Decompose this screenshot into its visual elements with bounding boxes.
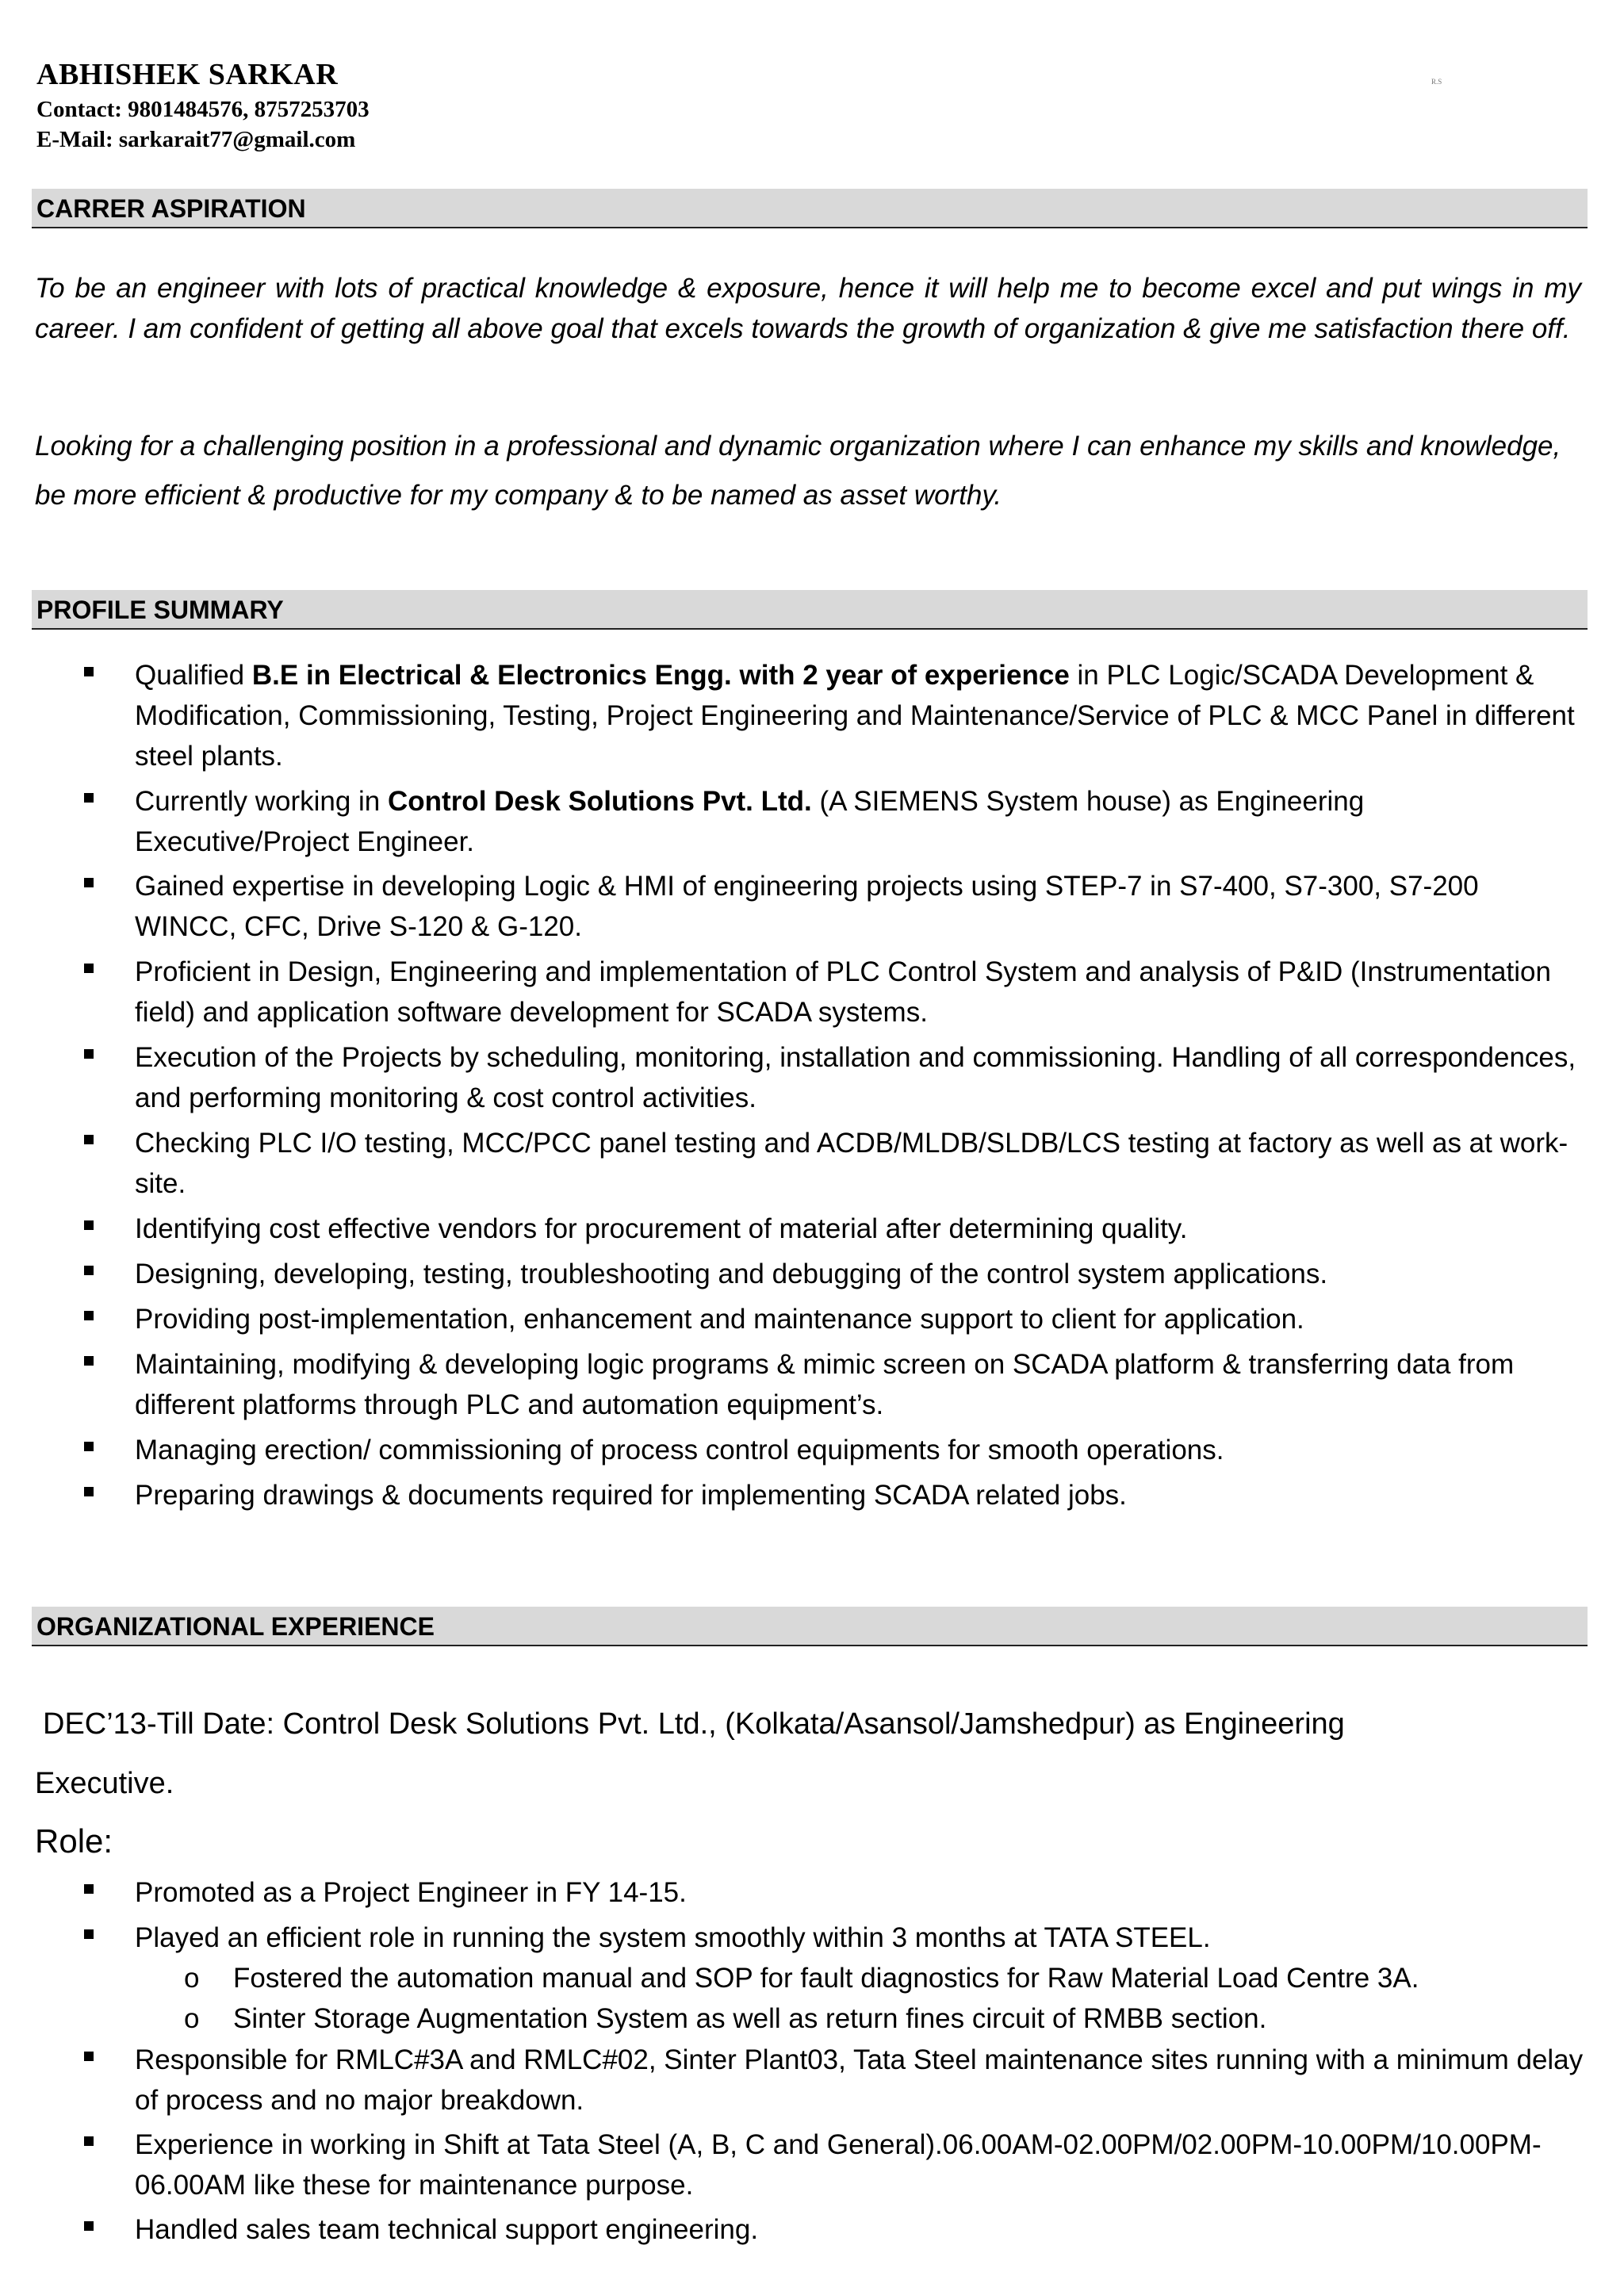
career-aspiration-heading: CARRER ASPIRATION — [32, 189, 1588, 228]
organizational-experience-heading: ORGANIZATIONAL EXPERIENCE — [32, 1607, 1588, 1646]
list-item-bold-text: Control Desk Solutions Pvt. Ltd. — [388, 786, 812, 817]
career-paragraph-2: Looking for a challenging position in a professional and dynamic organization where I can enhance my skills and knowledge, be more efficient & productive for my company & to be named as asset worthy. — [35, 431, 1561, 511]
bullet-icon — [84, 1135, 94, 1144]
contact-phone: Contact: 9801484576, 8757253703 — [36, 97, 370, 122]
list-item: Proficient in Design, Engineering and implementation of PLC Control System and analysis of P&ID (Instrumentation field) and application software development for SCADA systems. — [135, 956, 1551, 1028]
sub-list-item: Sinter Storage Augmentation System as well as return fines circuit of RMBB section. — [233, 2003, 1267, 2034]
profile-summary-heading: PROFILE SUMMARY — [32, 590, 1588, 630]
bullet-icon — [84, 1220, 94, 1230]
list-item: Managing erection/ commissioning of process control equipments for smooth operations. — [135, 1435, 1224, 1466]
list-item-bold-text: B.E in Electrical & Electronics Engg. with 2 year of experience — [251, 660, 1070, 691]
list-item: Gained expertise in developing Logic & HMI of engineering projects using STEP-7 in S7-400, S7-300, S7-200 WINCC, CFC, Drive S-120 & G-120. — [135, 871, 1479, 942]
bullet-icon — [84, 2221, 94, 2231]
list-item — [135, 655, 1586, 776]
bullet-icon — [84, 964, 94, 973]
career-paragraph-1: To be an engineer with lots of practical knowledge & exposure, hence it will help me to become excel and put wings in my career. I am confident of getting all above goal that excels towards the growth of organization & give me satisfaction there off. — [35, 273, 1581, 344]
sub-bullet-marker: o — [184, 1963, 200, 1994]
list-item-text: Qualified — [135, 660, 252, 691]
sub-bullet-marker: o — [184, 2003, 200, 2034]
bullet-icon — [84, 1049, 94, 1059]
bullet-icon — [84, 1356, 94, 1366]
list-item: Execution of the Projects by scheduling, monitoring, installation and commissioning. Handling of all correspondences, and performing monitoring & cost control activities. — [135, 1042, 1576, 1113]
experience-title-line: Executive. — [35, 1767, 174, 1800]
candidate-name: ABHISHEK SARKAR — [36, 58, 339, 91]
list-item: Handled sales team technical support engineering. — [135, 2214, 759, 2245]
list-item: Designing, developing, testing, troubleshooting and debugging of the control system applications. — [135, 1259, 1328, 1289]
bullet-icon — [84, 1266, 94, 1275]
list-item: Maintaining, modifying & developing logic programs & mimic screen on SCADA platform & transferring data from different platforms through PLC and automation equipment’s. — [135, 1349, 1515, 1420]
bullet-icon — [84, 2052, 94, 2061]
sub-list-item: Fostered the automation manual and SOP for fault diagnostics for Raw Material Load Centre 3A. — [233, 1963, 1419, 1994]
bullet-icon — [84, 1884, 94, 1894]
list-item-text: (A SIEMENS System house) as Engineering Executive/Project Engineer. — [135, 786, 1365, 857]
bullet-icon — [84, 1311, 94, 1320]
list-item: Preparing drawings & documents required for implementing SCADA related jobs. — [135, 1480, 1127, 1511]
list-item — [135, 781, 1586, 862]
bullet-icon — [84, 667, 94, 676]
bullet-icon — [84, 1442, 94, 1451]
list-item: Responsible for RMLC#3A and RMLC#02, Sinter Plant03, Tata Steel maintenance sites running with a minimum delay of process and no major breakdown. — [135, 2044, 1584, 2116]
list-item: Providing post-implementation, enhancement and maintenance support to client for application. — [135, 1304, 1304, 1335]
experience-period-line: DEC’13-Till Date: Control Desk Solutions Pvt. Ltd., (Kolkata/Asansol/Jamshedpur) as Engineering — [43, 1707, 1345, 1741]
bullet-icon — [84, 793, 94, 803]
bullet-icon — [84, 1487, 94, 1496]
list-item-text: in PLC Logic/SCADA Development & Modification, Commissioning, Testing, Project Engineering and Maintenance/Service of PLC & MCC Panel in different steel plants. — [135, 660, 1575, 772]
bullet-icon — [84, 2136, 94, 2146]
list-item-text: Currently working in — [135, 786, 388, 817]
contact-email: E-Mail: sarkarait77@gmail.com — [36, 127, 356, 152]
bullet-icon — [84, 1929, 94, 1939]
bullet-icon — [84, 878, 94, 887]
list-item: Checking PLC I/O testing, MCC/PCC panel testing and ACDB/MLDB/SLDB/LCS testing at factory as well as at work-site. — [135, 1128, 1568, 1199]
list-item: Experience in working in Shift at Tata Steel (A, B, C and General).06.00AM-02.00PM/02.00PM-10.00PM/10.00PM-06.00AM like these for maintenance purpose. — [135, 2129, 1542, 2201]
initials-mark: R.S — [1431, 78, 1442, 86]
role-label: Role: — [35, 1822, 113, 1860]
list-item: Identifying cost effective vendors for procurement of material after determining quality. — [135, 1213, 1188, 1244]
list-item: Promoted as a Project Engineer in FY 14-15. — [135, 1877, 687, 1908]
list-item: Played an efficient role in running the system smoothly within 3 months at TATA STEEL. — [135, 1922, 1211, 1953]
